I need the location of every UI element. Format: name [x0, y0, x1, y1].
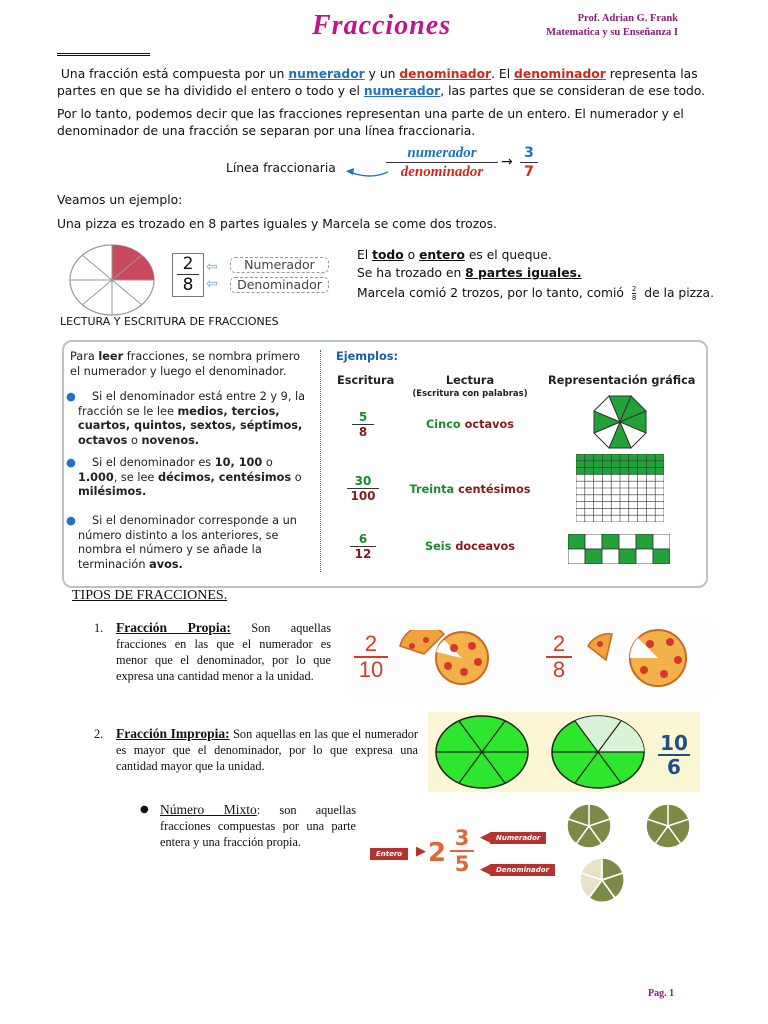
course-name: Matematica y su Enseñanza I	[546, 27, 678, 38]
den: 6	[667, 755, 681, 779]
text: es el queque.	[468, 248, 552, 262]
line-todo	[357, 246, 714, 264]
propia-fraction-2-10	[354, 632, 388, 682]
term-numerador-2: numerador	[363, 84, 441, 98]
text: Cinco	[426, 418, 461, 431]
text: , las partes que se consideran de ese todo.	[440, 84, 706, 98]
col-representacion: Representación gráfica	[548, 374, 696, 387]
den: 10	[358, 657, 384, 682]
circles-10-6	[432, 714, 652, 790]
bullet-2	[66, 456, 314, 500]
arrow-left-icon: ◀	[480, 830, 490, 845]
text: Se ha trozado en	[357, 266, 462, 280]
row-1-fraction	[352, 410, 374, 439]
veamos-text: Veamos un ejemplo:	[57, 193, 183, 207]
mixto-title: Número Mixto	[160, 802, 257, 817]
den: 8	[552, 657, 566, 682]
text: avos.	[149, 557, 183, 571]
inline-fraction	[632, 285, 636, 302]
row-2-lectura	[400, 483, 540, 498]
inline-num: 2	[631, 285, 637, 293]
den: 8	[358, 425, 368, 439]
mixto-circles	[564, 800, 694, 904]
propia-text: Son aquellas fracciones en las que el numerador es menor que el denominador, por lo que expresa una cantidad menor a la unidad.	[116, 621, 332, 683]
tag-entero: Entero	[370, 848, 408, 860]
row-2-fraction	[347, 474, 379, 503]
example-2-8-box	[172, 253, 204, 297]
bullet-3	[66, 514, 314, 572]
box-numerator: 2	[177, 254, 199, 275]
text: doceavos	[455, 540, 516, 553]
mixto-text-block	[160, 802, 356, 850]
text: Si el denominador corresponde a un número distinto a los anteriores, se nombra el número y se añade la terminación	[78, 514, 297, 571]
impropia-image	[428, 712, 700, 792]
inline-den: 8	[631, 294, 637, 302]
box-denominator: 8	[182, 275, 194, 295]
mixto-fraction	[450, 826, 474, 876]
text: octavos	[464, 418, 514, 431]
den: 12	[354, 547, 372, 561]
bullet-icon: ●	[66, 390, 76, 403]
text: milésimos.	[78, 485, 147, 498]
document-title: Fracciones	[312, 10, 452, 41]
impropia-title: Fracción Impropia:	[116, 726, 230, 741]
propia-number: 1.	[94, 621, 104, 635]
term-todo: todo	[372, 248, 404, 262]
curved-arrow-icon	[342, 160, 392, 182]
tag-denominador: Denominador	[490, 864, 555, 876]
text: Una fracción está compuesta por un	[60, 67, 285, 81]
term-denominador: denominador	[399, 67, 492, 81]
col-escritura: Escritura	[337, 374, 395, 387]
term-leer: leer	[98, 350, 124, 363]
line-marcela	[357, 284, 714, 302]
num: 2	[546, 632, 572, 658]
text: o	[130, 433, 138, 447]
text: Si el denominador es	[92, 456, 212, 469]
col-lectura-title: Lectura	[445, 374, 495, 387]
text: Seis	[424, 540, 452, 553]
bullet-icon: ●	[66, 456, 76, 469]
arrow-left-icon: ◀	[480, 862, 490, 877]
label-numerador: Numerador	[230, 257, 329, 273]
num: 10	[658, 732, 690, 756]
author-name: Prof. Adrian G. Frank	[577, 13, 678, 24]
pizza-pie-chart	[68, 243, 156, 317]
col-lectura	[400, 374, 540, 399]
arrow-icon: ⇦	[206, 259, 218, 275]
row-3-lectura	[400, 540, 540, 555]
example-denominator: 7	[524, 164, 534, 180]
formula-fraction	[386, 144, 498, 181]
text: El	[357, 248, 369, 262]
intro-paragraph-2: Por lo tanto, podemos decir que las fracciones representan una parte de un entero. El numerador y el denominador de una fracción se separan por una línea fraccionaria.	[57, 107, 684, 138]
propia-title: Fracción Propia:	[116, 620, 231, 635]
term-partes: 8 partes iguales.	[465, 266, 582, 280]
row-3-fraction	[350, 532, 376, 561]
text: . El	[491, 67, 511, 81]
tipos-heading: TIPOS DE FRACCIONES.	[72, 588, 228, 603]
den: 100	[350, 489, 376, 503]
term-denominador-2: denominador	[514, 67, 606, 81]
pizza-text: Una pizza es trozado en 8 partes iguales y Marcela se come dos trozos.	[57, 217, 497, 231]
text: o	[407, 248, 416, 262]
arrow-icon: ⇦	[206, 276, 218, 292]
propia-fraction-2-8	[546, 632, 572, 682]
ejemplos-label: Ejemplos:	[336, 350, 398, 363]
impropia-fraction	[658, 732, 690, 778]
text: o	[265, 456, 273, 469]
mixto-text: : son aquellas fracciones compuestas por una parte entera y una fracción propia.	[160, 803, 356, 849]
page-number: Pag. 1	[648, 988, 675, 999]
grid-30-100	[576, 454, 664, 522]
text: fracciones, se nombra primero el numerador y luego el denominador.	[70, 350, 301, 378]
text: y un	[368, 67, 396, 81]
num: 3	[450, 826, 474, 852]
arrow-right-icon: →	[501, 154, 513, 170]
text: o	[294, 470, 302, 484]
propia-image	[350, 620, 714, 700]
pizza-2-10-icon	[398, 630, 494, 686]
example-explanation	[357, 246, 714, 302]
lectura-heading: LECTURA Y ESCRITURA DE FRACCIONES	[60, 315, 279, 328]
num: 5	[352, 410, 374, 425]
label-denominador: Denominador	[230, 277, 329, 293]
num: 30	[347, 474, 379, 489]
text: novenos.	[141, 433, 200, 447]
bullet-1	[66, 390, 314, 448]
formula-denominador: denominador	[400, 164, 484, 180]
text: 1.000	[78, 470, 114, 484]
formula-numerador: numerador	[386, 144, 498, 163]
arrow-right-icon: ▶	[416, 844, 426, 859]
den: 5	[454, 852, 470, 876]
text: Si el denominador está entre 2 y 9, la fracción se le lee	[78, 390, 306, 418]
text: décimos, centésimos	[157, 470, 292, 484]
text: Marcela comió 2 trozos, por lo tanto, comió	[357, 286, 624, 300]
impropia-text-block	[116, 726, 418, 774]
text: medios, tercios, cuartos, quintos, sextos, séptimos, octavos	[78, 404, 303, 447]
tag-numerador: Numerador	[490, 832, 546, 844]
propia-text-block	[116, 620, 331, 684]
pizza-2-8-icon	[586, 628, 698, 688]
text: de la pizza.	[644, 286, 714, 300]
line-partes	[357, 264, 714, 282]
impropia-text: Son aquellas en las que el numerador es mayor que el denominador, por lo que expresa una cantidad mayor que la unidad.	[116, 727, 418, 773]
num: 6	[350, 532, 376, 547]
text: , se lee	[113, 470, 155, 484]
text: centésimos	[458, 483, 531, 496]
term-entero: entero	[419, 248, 465, 262]
term-numerador: numerador	[288, 67, 365, 81]
bullet-icon: ●	[140, 804, 149, 815]
num: 2	[354, 632, 388, 658]
octagon-5-8	[592, 394, 648, 450]
divider	[320, 350, 321, 572]
text: 10, 100	[214, 456, 263, 469]
impropia-number: 2.	[94, 727, 104, 741]
text: Para	[70, 350, 95, 363]
lectura-box	[62, 340, 708, 588]
mixto-whole: 2	[428, 838, 447, 868]
lectura-intro	[70, 350, 310, 379]
author-block	[536, 12, 678, 40]
example-numerator: 3	[520, 144, 538, 163]
col-lectura-sub: (Escritura con palabras)	[412, 388, 528, 399]
example-fraction	[520, 144, 538, 181]
intro-paragraph-1	[57, 66, 709, 100]
bullet-icon: ●	[66, 514, 76, 527]
linea-fraccionaria-label: Línea fraccionaria	[226, 161, 336, 175]
row-1-lectura	[400, 418, 540, 433]
grid-6-12	[568, 534, 670, 564]
title-rule	[57, 53, 150, 56]
text: representa las partes en que se ha dividido el entero o todo y el	[57, 67, 698, 98]
text: Treinta	[409, 483, 455, 496]
